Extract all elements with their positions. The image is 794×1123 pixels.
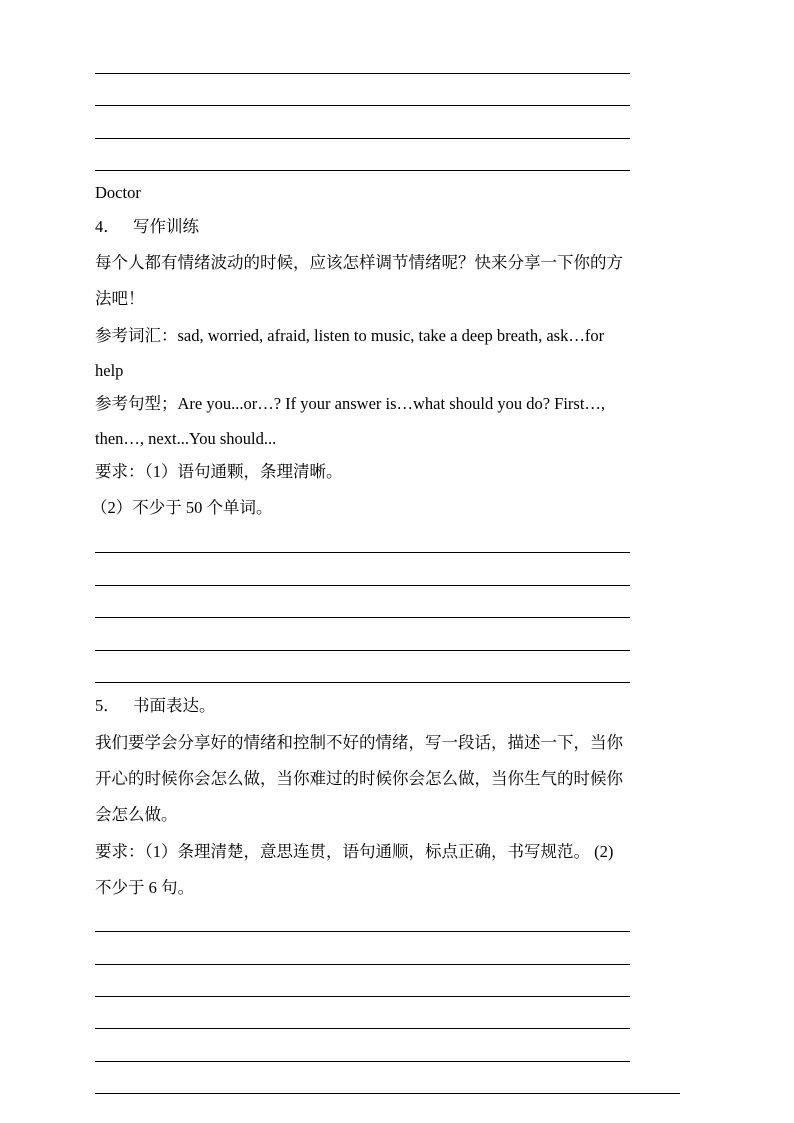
answer-line[interactable]: [95, 585, 630, 586]
answer-line[interactable]: [95, 964, 630, 965]
q4-vocab-line-1: 参考词汇：sad, worried, afraid, listen to music, take a deep breath, ask…for: [95, 326, 605, 345]
q5-heading: [95, 696, 216, 716]
q5-title: 书面表达。: [133, 696, 216, 715]
answer-line[interactable]: [95, 138, 630, 139]
q5-prompt-line-3: 会怎么做。: [95, 805, 178, 824]
q4-prompt-line-1: 每个人都有情绪波动的时候，应该怎样调节情绪呢？快来分享一下你的方: [95, 253, 623, 272]
q5-prompt-line-2: 开心的时候你会怎么做，当你难过的时候你会怎么做，当你生气的时候你: [95, 769, 623, 788]
q4-number: 4．: [95, 217, 120, 236]
answer-line[interactable]: [95, 552, 630, 553]
q4-heading: [95, 217, 199, 237]
answer-line[interactable]: [95, 931, 630, 932]
answer-line[interactable]: [95, 1093, 680, 1094]
doctor-label: Doctor: [95, 183, 141, 202]
q5-requirement-line-1: 要求：（1）条理清楚，意思连贯，语句通顺，标点正确，书写规范。 (2): [95, 842, 614, 861]
q5-number: 5．: [95, 696, 120, 715]
q5-requirement-line-2: 不少于 6 句。: [95, 878, 194, 897]
q4-pattern-line-1: 参考句型；Are you...or…? If your answer is…what should you do? First…,: [95, 394, 606, 413]
q4-title: 写作训练: [133, 217, 199, 236]
answer-line[interactable]: [95, 617, 630, 618]
q4-requirement-line-1: 要求：（1）语句通颗，条理清晰。: [95, 462, 343, 481]
q5-prompt-line-1: 我们要学会分享好的情绪和控制不好的情绪，写一段话，描述一下，当你: [95, 733, 623, 752]
q4-vocab-line-2: help: [95, 361, 124, 380]
q4-pattern-line-2: then…, next...You should...: [95, 429, 277, 448]
q4-prompt-line-2: 法吧！: [95, 289, 145, 308]
q4-requirement-line-2: （2）不少于 50 个单词。: [91, 498, 273, 517]
answer-line[interactable]: [95, 996, 630, 997]
answer-line[interactable]: [95, 682, 630, 683]
answer-line[interactable]: [95, 73, 630, 74]
answer-line[interactable]: [95, 650, 630, 651]
answer-line[interactable]: [95, 1061, 630, 1062]
answer-line[interactable]: [95, 105, 630, 106]
answer-line[interactable]: [95, 1028, 630, 1029]
answer-line[interactable]: [95, 170, 630, 171]
